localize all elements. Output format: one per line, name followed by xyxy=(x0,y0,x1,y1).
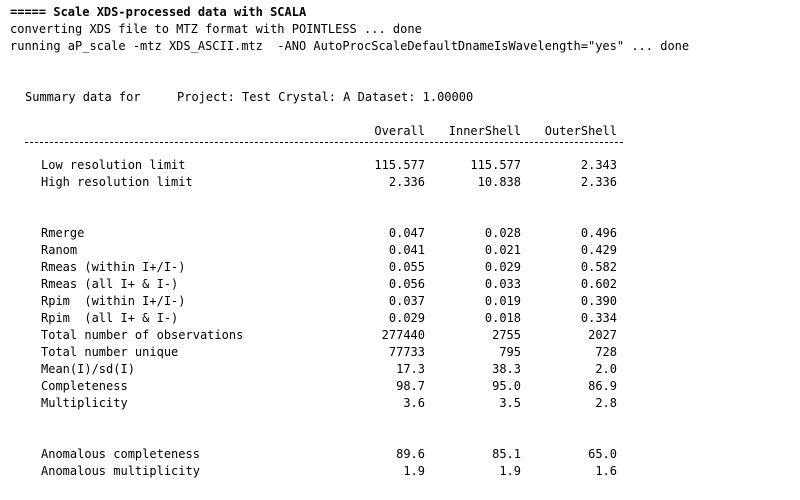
row-label: High resolution limit xyxy=(41,175,193,189)
row-value: 0.029 xyxy=(484,260,521,274)
row-label: Total number unique xyxy=(41,345,179,359)
row-value: 10.838 xyxy=(477,175,521,189)
row-value: 115.577 xyxy=(470,158,521,172)
row-label: Rpim (all I+ & I-) xyxy=(41,311,179,325)
row-value: 86.9 xyxy=(588,379,617,393)
row-label: Rpim (within I+/I-) xyxy=(41,294,186,308)
row-value: 2.336 xyxy=(580,175,617,189)
row-label: Total number of observations xyxy=(41,328,244,342)
row-value: 0.028 xyxy=(484,226,521,240)
row-value: 1.9 xyxy=(403,464,425,478)
row-value: 0.582 xyxy=(580,260,617,274)
row-value: 2.0 xyxy=(595,362,617,376)
column-header-overall: Overall xyxy=(374,124,425,138)
row-value: 0.041 xyxy=(388,243,425,257)
row-label: Ranom xyxy=(41,243,78,257)
row-value: 2027 xyxy=(588,328,617,342)
row-value: 0.047 xyxy=(388,226,425,240)
row-value: 795 xyxy=(499,345,521,359)
table-divider xyxy=(25,142,623,143)
summary-target: Project: Test Crystal: A Dataset: 1.00000 xyxy=(177,90,474,104)
row-value: 0.029 xyxy=(388,311,425,325)
row-value: 115.577 xyxy=(374,158,425,172)
row-value: 65.0 xyxy=(588,447,617,461)
row-value: 3.6 xyxy=(403,396,425,410)
row-label: Anomalous completeness xyxy=(41,447,200,461)
row-label: Rmeas (all I+ & I-) xyxy=(41,277,179,291)
row-label: Completeness xyxy=(41,379,128,393)
row-value: 0.334 xyxy=(580,311,617,325)
log-line-pointless: converting XDS file to MTZ format with POINTLESS ... done xyxy=(10,22,422,36)
row-value: 95.0 xyxy=(492,379,521,393)
row-value: 728 xyxy=(595,345,617,359)
row-value: 38.3 xyxy=(492,362,521,376)
row-value: 2.343 xyxy=(580,158,617,172)
row-value: 98.7 xyxy=(396,379,425,393)
row-value: 0.019 xyxy=(484,294,521,308)
row-value: 277440 xyxy=(381,328,425,342)
row-value: 2.8 xyxy=(595,396,617,410)
row-value: 0.390 xyxy=(580,294,617,308)
row-value: 0.496 xyxy=(580,226,617,240)
row-value: 0.055 xyxy=(388,260,425,274)
row-label: Rmeas (within I+/I-) xyxy=(41,260,186,274)
row-value: 85.1 xyxy=(492,447,521,461)
row-value: 1.6 xyxy=(595,464,617,478)
row-label: Mean(I)/sd(I) xyxy=(41,362,135,376)
summary-label: Summary data for xyxy=(25,90,141,104)
row-value: 2.336 xyxy=(388,175,425,189)
column-header-outershell: OuterShell xyxy=(544,124,617,138)
row-value: 1.9 xyxy=(499,464,521,478)
row-label: Low resolution limit xyxy=(41,158,186,172)
row-value: 0.033 xyxy=(484,277,521,291)
row-value: 17.3 xyxy=(396,362,425,376)
row-value: 2755 xyxy=(492,328,521,342)
row-value: 0.021 xyxy=(484,243,521,257)
row-value: 0.602 xyxy=(580,277,617,291)
row-value: 3.5 xyxy=(499,396,521,410)
row-value: 0.037 xyxy=(388,294,425,308)
row-value: 77733 xyxy=(388,345,425,359)
row-value: 89.6 xyxy=(396,447,425,461)
log-line-scale: running aP_scale -mtz XDS_ASCII.mtz -ANO AutoProcScaleDefaultDnameIsWavelength="yes" ... done xyxy=(10,39,690,53)
row-value: 0.429 xyxy=(580,243,617,257)
row-label: Rmerge xyxy=(41,226,85,240)
row-label: Multiplicity xyxy=(41,396,128,410)
log-title: ===== Scale XDS-processed data with SCALA xyxy=(10,5,307,19)
row-label: Anomalous multiplicity xyxy=(41,464,200,478)
row-value: 0.056 xyxy=(388,277,425,291)
column-header-innershell: InnerShell xyxy=(448,124,521,138)
row-value: 0.018 xyxy=(484,311,521,325)
